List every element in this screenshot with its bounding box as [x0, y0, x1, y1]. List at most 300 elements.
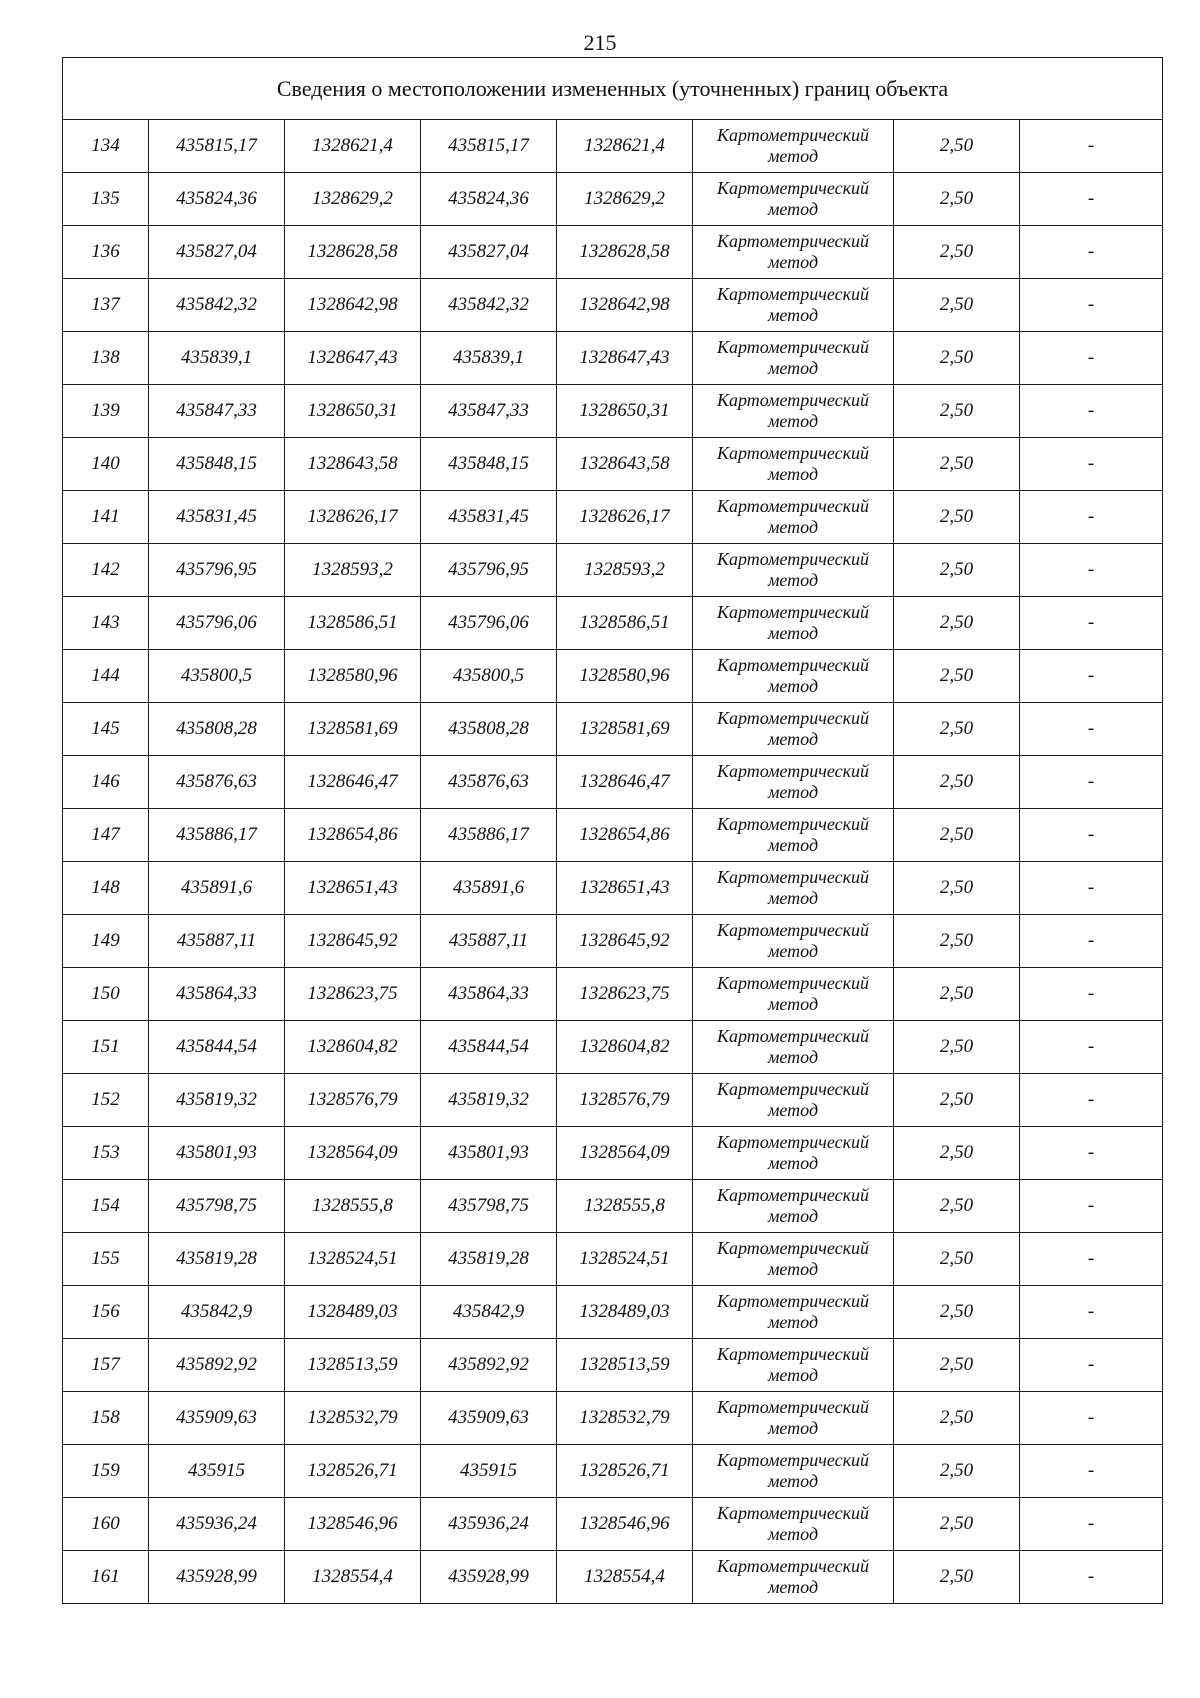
accuracy-cell: 2,50	[894, 1127, 1020, 1180]
x-refined-cell: 435824,36	[421, 173, 557, 226]
y-existing-cell: 1328654,86	[285, 809, 421, 862]
y-refined-cell: 1328513,59	[557, 1339, 693, 1392]
method-cell	[693, 1551, 894, 1604]
point-number-cell: 139	[63, 385, 149, 438]
x-existing-cell: 435886,17	[149, 809, 285, 862]
y-refined-cell: 1328580,96	[557, 650, 693, 703]
method-cell	[693, 1286, 894, 1339]
method-suffix: метод	[767, 199, 819, 219]
method-cell	[693, 332, 894, 385]
method-name: Картометрический	[716, 1079, 869, 1099]
method-cell	[693, 968, 894, 1021]
x-existing-cell: 435827,04	[149, 226, 285, 279]
method-cell	[693, 1127, 894, 1180]
method-suffix: метод	[767, 1524, 819, 1544]
method-suffix: метод	[767, 623, 819, 643]
y-existing-cell: 1328645,92	[285, 915, 421, 968]
method-cell	[693, 544, 894, 597]
y-existing-cell: 1328647,43	[285, 332, 421, 385]
accuracy-cell: 2,50	[894, 120, 1020, 173]
table-title-row	[63, 58, 1163, 120]
table-row	[63, 1392, 1163, 1445]
table-row	[63, 597, 1163, 650]
table-row	[63, 1286, 1163, 1339]
method-cell	[693, 385, 894, 438]
description-cell: -	[1020, 1498, 1163, 1551]
x-existing-cell: 435808,28	[149, 703, 285, 756]
x-existing-cell: 435819,32	[149, 1074, 285, 1127]
y-existing-cell: 1328604,82	[285, 1021, 421, 1074]
method-name: Картометрический	[716, 1344, 869, 1364]
point-number-cell: 138	[63, 332, 149, 385]
y-existing-cell: 1328546,96	[285, 1498, 421, 1551]
description-cell: -	[1020, 915, 1163, 968]
y-refined-cell: 1328623,75	[557, 968, 693, 1021]
point-number-cell: 161	[63, 1551, 149, 1604]
description-cell: -	[1020, 809, 1163, 862]
y-existing-cell: 1328650,31	[285, 385, 421, 438]
point-number-cell: 149	[63, 915, 149, 968]
y-existing-cell: 1328581,69	[285, 703, 421, 756]
y-existing-cell: 1328554,4	[285, 1551, 421, 1604]
method-cell	[693, 226, 894, 279]
x-refined-cell: 435827,04	[421, 226, 557, 279]
table-row	[63, 120, 1163, 173]
method-suffix: метод	[767, 1312, 819, 1332]
x-existing-cell: 435824,36	[149, 173, 285, 226]
x-existing-cell: 435915	[149, 1445, 285, 1498]
method-name: Картометрический	[716, 443, 869, 463]
y-refined-cell: 1328532,79	[557, 1392, 693, 1445]
y-existing-cell: 1328646,47	[285, 756, 421, 809]
method-name: Картометрический	[716, 1450, 869, 1470]
method-suffix: метод	[767, 1471, 819, 1491]
table-row	[63, 1498, 1163, 1551]
y-refined-cell: 1328546,96	[557, 1498, 693, 1551]
description-cell: -	[1020, 756, 1163, 809]
method-name: Картометрический	[716, 178, 869, 198]
description-cell: -	[1020, 332, 1163, 385]
method-suffix: метод	[767, 941, 819, 961]
accuracy-cell: 2,50	[894, 279, 1020, 332]
description-cell: -	[1020, 491, 1163, 544]
y-refined-cell: 1328489,03	[557, 1286, 693, 1339]
table-row	[63, 1127, 1163, 1180]
point-number-cell: 136	[63, 226, 149, 279]
x-existing-cell: 435796,06	[149, 597, 285, 650]
method-cell	[693, 1021, 894, 1074]
x-existing-cell: 435848,15	[149, 438, 285, 491]
x-existing-cell: 435864,33	[149, 968, 285, 1021]
y-refined-cell: 1328586,51	[557, 597, 693, 650]
x-refined-cell: 435800,5	[421, 650, 557, 703]
boundary-coordinates-table	[62, 57, 1163, 1604]
x-refined-cell: 435887,11	[421, 915, 557, 968]
y-refined-cell: 1328526,71	[557, 1445, 693, 1498]
x-existing-cell: 435892,92	[149, 1339, 285, 1392]
method-name: Картометрический	[716, 1397, 869, 1417]
x-refined-cell: 435847,33	[421, 385, 557, 438]
accuracy-cell: 2,50	[894, 544, 1020, 597]
method-suffix: метод	[767, 305, 819, 325]
description-cell: -	[1020, 597, 1163, 650]
table-row	[63, 809, 1163, 862]
table-row	[63, 226, 1163, 279]
table-row	[63, 1551, 1163, 1604]
point-number-cell: 141	[63, 491, 149, 544]
y-refined-cell: 1328593,2	[557, 544, 693, 597]
method-cell	[693, 1445, 894, 1498]
method-name: Картометрический	[716, 496, 869, 516]
method-suffix: метод	[767, 1259, 819, 1279]
description-cell: -	[1020, 1180, 1163, 1233]
x-refined-cell: 435839,1	[421, 332, 557, 385]
point-number-cell: 151	[63, 1021, 149, 1074]
table-title: Сведения о местоположении измененных (уточненных) границ объекта	[63, 58, 1163, 120]
description-cell: -	[1020, 1445, 1163, 1498]
y-existing-cell: 1328526,71	[285, 1445, 421, 1498]
method-suffix: метод	[767, 994, 819, 1014]
method-suffix: метод	[767, 1577, 819, 1597]
description-cell: -	[1020, 438, 1163, 491]
x-refined-cell: 435928,99	[421, 1551, 557, 1604]
y-refined-cell: 1328621,4	[557, 120, 693, 173]
x-refined-cell: 435892,92	[421, 1339, 557, 1392]
method-suffix: метод	[767, 888, 819, 908]
description-cell: -	[1020, 173, 1163, 226]
point-number-cell: 146	[63, 756, 149, 809]
y-refined-cell: 1328645,92	[557, 915, 693, 968]
point-number-cell: 155	[63, 1233, 149, 1286]
description-cell: -	[1020, 1551, 1163, 1604]
method-cell	[693, 650, 894, 703]
accuracy-cell: 2,50	[894, 1339, 1020, 1392]
table-row	[63, 650, 1163, 703]
method-cell	[693, 915, 894, 968]
method-name: Картометрический	[716, 337, 869, 357]
method-name: Картометрический	[716, 231, 869, 251]
table-row	[63, 173, 1163, 226]
point-number-cell: 135	[63, 173, 149, 226]
accuracy-cell: 2,50	[894, 1392, 1020, 1445]
x-existing-cell: 435819,28	[149, 1233, 285, 1286]
x-existing-cell: 435936,24	[149, 1498, 285, 1551]
x-refined-cell: 435844,54	[421, 1021, 557, 1074]
y-refined-cell: 1328643,58	[557, 438, 693, 491]
accuracy-cell: 2,50	[894, 1021, 1020, 1074]
y-existing-cell: 1328555,8	[285, 1180, 421, 1233]
method-suffix: метод	[767, 517, 819, 537]
y-existing-cell: 1328586,51	[285, 597, 421, 650]
x-refined-cell: 435886,17	[421, 809, 557, 862]
description-cell: -	[1020, 1286, 1163, 1339]
x-existing-cell: 435844,54	[149, 1021, 285, 1074]
method-cell	[693, 1339, 894, 1392]
x-refined-cell: 435798,75	[421, 1180, 557, 1233]
accuracy-cell: 2,50	[894, 332, 1020, 385]
method-suffix: метод	[767, 1100, 819, 1120]
point-number-cell: 150	[63, 968, 149, 1021]
x-refined-cell: 435936,24	[421, 1498, 557, 1551]
x-existing-cell: 435891,6	[149, 862, 285, 915]
y-refined-cell: 1328581,69	[557, 703, 693, 756]
x-existing-cell: 435801,93	[149, 1127, 285, 1180]
method-cell	[693, 173, 894, 226]
y-existing-cell: 1328628,58	[285, 226, 421, 279]
method-cell	[693, 1180, 894, 1233]
x-existing-cell: 435796,95	[149, 544, 285, 597]
x-refined-cell: 435915	[421, 1445, 557, 1498]
point-number-cell: 156	[63, 1286, 149, 1339]
description-cell: -	[1020, 968, 1163, 1021]
accuracy-cell: 2,50	[894, 438, 1020, 491]
method-suffix: метод	[767, 1206, 819, 1226]
method-name: Картометрический	[716, 125, 869, 145]
table-row	[63, 544, 1163, 597]
table-row	[63, 385, 1163, 438]
method-name: Картометрический	[716, 1132, 869, 1152]
accuracy-cell: 2,50	[894, 385, 1020, 438]
method-name: Картометрический	[716, 1291, 869, 1311]
table-row	[63, 1021, 1163, 1074]
table-row	[63, 279, 1163, 332]
x-existing-cell: 435847,33	[149, 385, 285, 438]
y-refined-cell: 1328554,4	[557, 1551, 693, 1604]
point-number-cell: 140	[63, 438, 149, 491]
table-row	[63, 491, 1163, 544]
y-existing-cell: 1328642,98	[285, 279, 421, 332]
method-suffix: метод	[767, 1153, 819, 1173]
accuracy-cell: 2,50	[894, 1498, 1020, 1551]
x-refined-cell: 435796,95	[421, 544, 557, 597]
table-row	[63, 1074, 1163, 1127]
y-existing-cell: 1328580,96	[285, 650, 421, 703]
accuracy-cell: 2,50	[894, 1551, 1020, 1604]
description-cell: -	[1020, 1074, 1163, 1127]
method-cell	[693, 597, 894, 650]
y-existing-cell: 1328524,51	[285, 1233, 421, 1286]
method-cell	[693, 1233, 894, 1286]
method-name: Картометрический	[716, 973, 869, 993]
point-number-cell: 157	[63, 1339, 149, 1392]
method-name: Картометрический	[716, 867, 869, 887]
x-existing-cell: 435909,63	[149, 1392, 285, 1445]
method-name: Картометрический	[716, 1026, 869, 1046]
method-cell	[693, 120, 894, 173]
y-existing-cell: 1328513,59	[285, 1339, 421, 1392]
accuracy-cell: 2,50	[894, 173, 1020, 226]
method-cell	[693, 491, 894, 544]
point-number-cell: 147	[63, 809, 149, 862]
x-refined-cell: 435864,33	[421, 968, 557, 1021]
y-refined-cell: 1328647,43	[557, 332, 693, 385]
x-refined-cell: 435848,15	[421, 438, 557, 491]
method-name: Картометрический	[716, 602, 869, 622]
table-row	[63, 1339, 1163, 1392]
y-existing-cell: 1328626,17	[285, 491, 421, 544]
accuracy-cell: 2,50	[894, 1445, 1020, 1498]
point-number-cell: 148	[63, 862, 149, 915]
accuracy-cell: 2,50	[894, 650, 1020, 703]
accuracy-cell: 2,50	[894, 597, 1020, 650]
x-existing-cell: 435831,45	[149, 491, 285, 544]
point-number-cell: 158	[63, 1392, 149, 1445]
y-refined-cell: 1328628,58	[557, 226, 693, 279]
page-number: 215	[583, 30, 617, 55]
y-existing-cell: 1328621,4	[285, 120, 421, 173]
accuracy-cell: 2,50	[894, 703, 1020, 756]
method-name: Картометрический	[716, 761, 869, 781]
description-cell: -	[1020, 650, 1163, 703]
table-row	[63, 438, 1163, 491]
method-suffix: метод	[767, 1047, 819, 1067]
x-existing-cell: 435842,32	[149, 279, 285, 332]
y-refined-cell: 1328654,86	[557, 809, 693, 862]
table-row	[63, 332, 1163, 385]
accuracy-cell: 2,50	[894, 1180, 1020, 1233]
method-name: Картометрический	[716, 920, 869, 940]
x-existing-cell: 435800,5	[149, 650, 285, 703]
method-suffix: метод	[767, 570, 819, 590]
x-refined-cell: 435842,32	[421, 279, 557, 332]
y-existing-cell: 1328593,2	[285, 544, 421, 597]
y-refined-cell: 1328564,09	[557, 1127, 693, 1180]
y-existing-cell: 1328651,43	[285, 862, 421, 915]
description-cell: -	[1020, 385, 1163, 438]
y-refined-cell: 1328629,2	[557, 173, 693, 226]
method-name: Картометрический	[716, 549, 869, 569]
x-refined-cell: 435909,63	[421, 1392, 557, 1445]
accuracy-cell: 2,50	[894, 756, 1020, 809]
point-number-cell: 134	[63, 120, 149, 173]
accuracy-cell: 2,50	[894, 915, 1020, 968]
method-cell	[693, 1074, 894, 1127]
description-cell: -	[1020, 1021, 1163, 1074]
method-name: Картометрический	[716, 708, 869, 728]
method-name: Картометрический	[716, 655, 869, 675]
accuracy-cell: 2,50	[894, 809, 1020, 862]
method-name: Картометрический	[716, 390, 869, 410]
method-suffix: метод	[767, 146, 819, 166]
method-cell	[693, 703, 894, 756]
x-existing-cell: 435798,75	[149, 1180, 285, 1233]
y-refined-cell: 1328555,8	[557, 1180, 693, 1233]
x-refined-cell: 435876,63	[421, 756, 557, 809]
description-cell: -	[1020, 1392, 1163, 1445]
y-existing-cell: 1328623,75	[285, 968, 421, 1021]
x-refined-cell: 435819,32	[421, 1074, 557, 1127]
y-refined-cell: 1328651,43	[557, 862, 693, 915]
x-refined-cell: 435808,28	[421, 703, 557, 756]
x-refined-cell: 435815,17	[421, 120, 557, 173]
y-existing-cell: 1328576,79	[285, 1074, 421, 1127]
point-number-cell: 153	[63, 1127, 149, 1180]
method-name: Картометрический	[716, 814, 869, 834]
table-row	[63, 756, 1163, 809]
point-number-cell: 142	[63, 544, 149, 597]
method-suffix: метод	[767, 835, 819, 855]
point-number-cell: 145	[63, 703, 149, 756]
point-number-cell: 143	[63, 597, 149, 650]
x-existing-cell: 435928,99	[149, 1551, 285, 1604]
table-row	[63, 1233, 1163, 1286]
description-cell: -	[1020, 226, 1163, 279]
y-refined-cell: 1328650,31	[557, 385, 693, 438]
method-suffix: метод	[767, 676, 819, 696]
method-cell	[693, 1392, 894, 1445]
y-existing-cell: 1328532,79	[285, 1392, 421, 1445]
method-suffix: метод	[767, 411, 819, 431]
x-refined-cell: 435801,93	[421, 1127, 557, 1180]
method-suffix: метод	[767, 358, 819, 378]
table-row	[63, 1445, 1163, 1498]
x-existing-cell: 435876,63	[149, 756, 285, 809]
method-name: Картометрический	[716, 1185, 869, 1205]
y-refined-cell: 1328642,98	[557, 279, 693, 332]
x-refined-cell: 435831,45	[421, 491, 557, 544]
y-existing-cell: 1328489,03	[285, 1286, 421, 1339]
x-refined-cell: 435796,06	[421, 597, 557, 650]
x-existing-cell: 435815,17	[149, 120, 285, 173]
method-suffix: метод	[767, 252, 819, 272]
method-suffix: метод	[767, 1365, 819, 1385]
table-row	[63, 862, 1163, 915]
x-refined-cell: 435891,6	[421, 862, 557, 915]
table-row	[63, 968, 1163, 1021]
y-refined-cell: 1328626,17	[557, 491, 693, 544]
description-cell: -	[1020, 703, 1163, 756]
table-body	[63, 120, 1163, 1604]
table-row	[63, 1180, 1163, 1233]
method-cell	[693, 862, 894, 915]
description-cell: -	[1020, 862, 1163, 915]
description-cell: -	[1020, 544, 1163, 597]
point-number-cell: 160	[63, 1498, 149, 1551]
description-cell: -	[1020, 279, 1163, 332]
accuracy-cell: 2,50	[894, 1074, 1020, 1127]
description-cell: -	[1020, 120, 1163, 173]
method-name: Картометрический	[716, 1556, 869, 1576]
y-existing-cell: 1328643,58	[285, 438, 421, 491]
method-name: Картометрический	[716, 1503, 869, 1523]
x-existing-cell: 435842,9	[149, 1286, 285, 1339]
method-suffix: метод	[767, 464, 819, 484]
y-existing-cell: 1328564,09	[285, 1127, 421, 1180]
y-refined-cell: 1328604,82	[557, 1021, 693, 1074]
method-name: Картометрический	[716, 284, 869, 304]
method-cell	[693, 809, 894, 862]
accuracy-cell: 2,50	[894, 968, 1020, 1021]
point-number-cell: 152	[63, 1074, 149, 1127]
y-refined-cell: 1328646,47	[557, 756, 693, 809]
description-cell: -	[1020, 1339, 1163, 1392]
description-cell: -	[1020, 1233, 1163, 1286]
point-number-cell: 144	[63, 650, 149, 703]
point-number-cell: 154	[63, 1180, 149, 1233]
accuracy-cell: 2,50	[894, 491, 1020, 544]
point-number-cell: 159	[63, 1445, 149, 1498]
method-name: Картометрический	[716, 1238, 869, 1258]
accuracy-cell: 2,50	[894, 862, 1020, 915]
method-cell	[693, 756, 894, 809]
accuracy-cell: 2,50	[894, 1286, 1020, 1339]
point-number-cell: 137	[63, 279, 149, 332]
y-existing-cell: 1328629,2	[285, 173, 421, 226]
description-cell: -	[1020, 1127, 1163, 1180]
method-cell	[693, 1498, 894, 1551]
x-refined-cell: 435819,28	[421, 1233, 557, 1286]
method-cell	[693, 438, 894, 491]
